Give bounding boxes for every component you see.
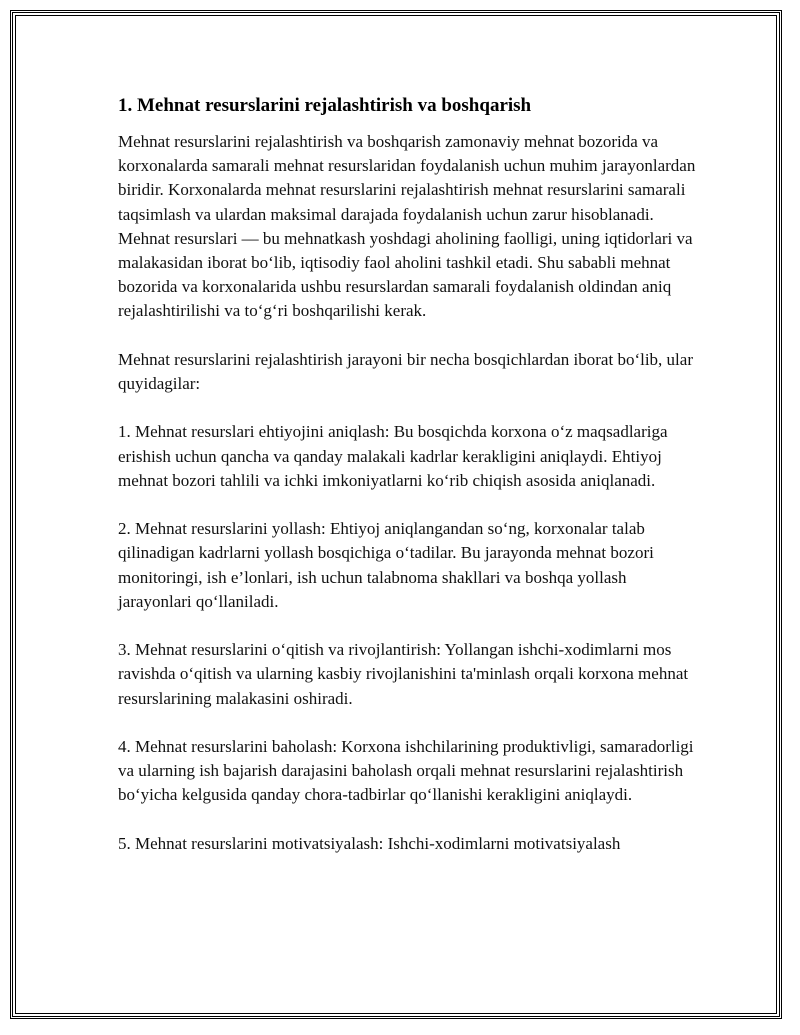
paragraph-step-2: 2. Mehnat resurslarini yollash: Ehtiyoj aniqlangandan so‘ng, korxonalar talab qilinadigan kadrlarni yollash bosqichiga o‘tadilar. Bu jarayonda mehnat bozori monitoringi, ish e’lonlari, ish uchun talabnoma shakllari va boshqa yollash jarayonlari qo‘llaniladi. [118,519,654,611]
section-heading: 1. Mehnat resurslarini rejalashtirish va boshqarish [118,95,532,116]
paragraph-step-3: 3. Mehnat resurslarini o‘qitish va rivojlantirish: Yollangan ishchi-xodimlarni mos ravishda o‘qitish va ularning kasbiy rivojlanishini ta'minlash orqali korxona mehnat resurslarining malakasini oshiradi. [118,640,689,708]
paragraph-intro: Mehnat resurslarini rejalashtirish va boshqarish zamonaviy mehnat bozorida va korxonalarda samarali mehnat resurslaridan foydalanish uchun muhim jarayonlardan biridir. Korxonalarda mehnat resurslarini rejalashtirish mehnat resurslarini samarali taqsimlash va ulardan maksimal darajada foydalanish uchun zarur hisoblanadi. Mehnat resurslari — bu mehnatkash yoshdagi aholining faolligi, uning iqtidorlari va malakasidan iborat bo‘lib, iqtisodiy faol aholini tashkil etadi. Shu sababli mehnat bozorida va korxonalarida ushbu resurslardan samarali foydalanish oldindan aniq rejalashtirilishi va to‘g‘ri boshqarilishi kerak. [118,132,696,321]
paragraph-step-1: 1. Mehnat resurslari ehtiyojini aniqlash: Bu bosqichda korxona o‘z maqsadlariga erishish uchun qancha va qanday malakali kadrlar kerakligini aniqlaydi. Ehtiyoj mehnat bozori tahlili va ichki imkoniyatlarni ko‘rib chiqish asosida aniqlanadi. [118,422,668,490]
document-body [118,94,698,880]
paragraph-step-4: 4. Mehnat resurslarini baholash: Korxona ishchilarining produktivligi, samaradorligi va ularning ish bajarish darajasini baholash orqali mehnat resurslarini rejalashtirish bo‘yicha kelgusida qanday chora-tadbirlar qo‘llanishi kerakligini aniqlaydi. [118,737,694,805]
paragraph-step-5: 5. Mehnat resurslarini motivatsiyalash: Ishchi-xodimlarni motivatsiyalash [118,833,621,853]
paragraph-stages-intro: Mehnat resurslarini rejalashtirish jarayoni bir necha bosqichlardan iborat bo‘lib, ular quyidagilar: [118,349,693,394]
